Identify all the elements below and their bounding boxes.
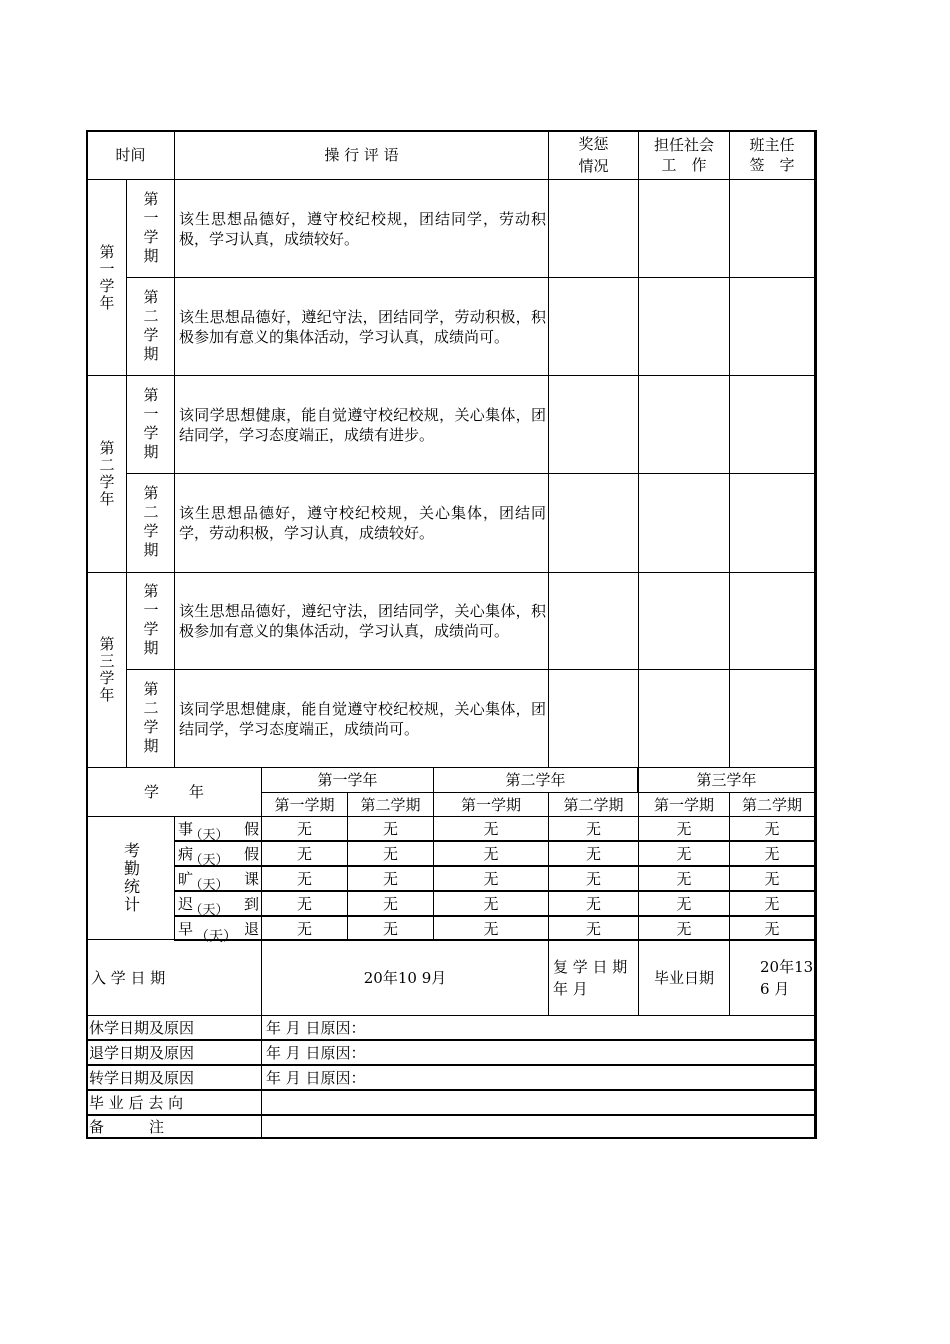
- attendance-cell: 无: [261, 816, 348, 841]
- year-3-term-2-duty: [638, 669, 730, 768]
- attendance-row-label-start: 迟: [178, 894, 194, 913]
- attendance-cell: 无: [548, 866, 639, 891]
- record-label: 转学日期及原因: [86, 1065, 262, 1090]
- year-3-term-2-label: [126, 669, 175, 768]
- year-2-term-2-reward: [548, 473, 639, 573]
- attendance-cell: 无: [433, 816, 549, 841]
- attendance-cell: 无: [433, 891, 549, 916]
- attendance-row-label-end: 退: [243, 919, 259, 938]
- header-time: 时间: [86, 130, 175, 180]
- year-1-term-2-reward: [548, 277, 639, 376]
- graduation-label: 毕业日期: [638, 939, 730, 1016]
- attendance-term-4: 第二学期: [548, 792, 639, 817]
- year-1-label: [86, 179, 127, 376]
- attendance-cell: 无: [433, 916, 549, 941]
- year-2-label: [86, 375, 127, 573]
- header-duty-line2: 工 作: [661, 156, 707, 174]
- year-1-label-text: 第一学年: [97, 243, 116, 312]
- attendance-year-3: 第三学年: [638, 767, 815, 793]
- header-sign-line1: 班主任: [749, 136, 795, 154]
- attendance-unit-note: （天）: [195, 929, 237, 945]
- year-2-term-2-sign: [729, 473, 815, 573]
- attendance-cell: 无: [261, 891, 348, 916]
- attendance-cell: 无: [729, 841, 815, 866]
- attendance-term-2: 第二学期: [347, 792, 434, 817]
- year-1-term-2-sign: [729, 277, 815, 376]
- attendance-cell: 无: [261, 916, 348, 941]
- header-sign-line2: 签 字: [749, 156, 795, 174]
- header-reward-line2: 情况: [578, 157, 609, 175]
- attendance-section-text: 考勤统计: [121, 842, 141, 914]
- attendance-cell: 无: [347, 866, 434, 891]
- year-2-term-2-duty: [638, 473, 730, 573]
- year-1-term-1-duty: [638, 179, 730, 278]
- attendance-row-label-start: 事: [178, 819, 194, 838]
- year-2-term-2-label: [126, 473, 175, 573]
- attendance-cell: 无: [347, 916, 434, 941]
- attendance-cell: 无: [548, 816, 639, 841]
- attendance-cell: 无: [548, 841, 639, 866]
- attendance-cell: 无: [347, 891, 434, 916]
- year-3-term-1-label: [126, 572, 175, 670]
- year-2-term-1-label: [126, 375, 175, 474]
- term-label-text: 第二学期: [141, 485, 160, 561]
- year-2-term-1-sign: [729, 375, 815, 474]
- header-duty-line1: 担任社会: [653, 136, 714, 154]
- attendance-row-label-start: 病: [178, 844, 194, 863]
- term-label-text: 第二学期: [141, 680, 160, 757]
- year-1-term-1-reward: [548, 179, 639, 278]
- attendance-cell: 无: [638, 916, 730, 941]
- attendance-cell: 无: [347, 816, 434, 841]
- year-2-term-2-comment: 该生思想品德好，遵守校纪校规，关心集体，团结同学，劳动积极，学习认真，成绩较好。: [174, 473, 549, 573]
- conduct-record-form: [86, 130, 815, 1138]
- attendance-term-3: 第一学期: [433, 792, 549, 817]
- attendance-row-label-end: 到: [243, 894, 259, 913]
- attendance-row-label-end: 假: [243, 844, 259, 863]
- attendance-cell: 无: [638, 866, 730, 891]
- attendance-unit-overlap: （天）: [189, 828, 229, 843]
- header-teacher-sign: [729, 130, 815, 180]
- attendance-cell: 无: [638, 816, 730, 841]
- attendance-unit-overlap: （天）: [189, 853, 229, 868]
- year-2-label-text: 第二学年: [97, 440, 116, 508]
- attendance-row-label-end: 课: [243, 869, 259, 888]
- year-3-label: [86, 572, 127, 768]
- attendance-unit-overlap: （天）: [189, 903, 229, 918]
- resume-date-label: 复 学 日 期 年 月: [548, 939, 639, 1016]
- attendance-year-2: 第二学年: [433, 767, 638, 793]
- attendance-cell: 无: [347, 841, 434, 866]
- attendance-cell: 无: [261, 841, 348, 866]
- year-1-term-1-label: [126, 179, 175, 278]
- year-3-term-1-sign: [729, 572, 815, 670]
- year-3-term-2-sign: [729, 669, 815, 768]
- year-1-term-2-duty: [638, 277, 730, 376]
- year-1-term-2-label: [126, 277, 175, 376]
- year-2-term-1-duty: [638, 375, 730, 474]
- header-reward-line1: 奖惩: [578, 135, 609, 153]
- year-3-term-2-reward: [548, 669, 639, 768]
- record-value: [261, 1115, 815, 1139]
- attendance-cell: 无: [261, 866, 348, 891]
- attendance-cell: 无: [433, 866, 549, 891]
- year-3-label-text: 第三学年: [97, 636, 116, 704]
- header-comment: 操 行 评 语: [174, 130, 549, 180]
- term-label-text: 第一学期: [141, 583, 160, 659]
- enrollment-value: 20年10 9月: [261, 939, 549, 1016]
- attendance-term-6: 第二学期: [729, 792, 815, 817]
- year-3-term-1-comment: 该生思想品德好，遵纪守法，团结同学，关心集体，积极参加有意义的集体活动，学习认真，成绩尚可。: [174, 572, 549, 670]
- year-3-term-2-comment: 该同学思想健康，能自觉遵守校纪校规，关心集体，团结同学，学习态度端正，成绩尚可。: [174, 669, 549, 768]
- attendance-cell: 无: [638, 891, 730, 916]
- record-label: 休学日期及原因: [86, 1015, 262, 1040]
- attendance-cell: 无: [729, 816, 815, 841]
- record-value: 年 月 日原因：: [261, 1065, 815, 1090]
- record-label: 备 注: [86, 1115, 262, 1139]
- attendance-cell: 无: [729, 866, 815, 891]
- attendance-row-label-start: 旷: [178, 869, 194, 888]
- header-social-duty: [638, 130, 730, 180]
- header-reward: [548, 130, 639, 180]
- attendance-cell: 无: [548, 891, 639, 916]
- attendance-cell: 无: [548, 916, 639, 941]
- attendance-section-label: [86, 816, 175, 940]
- attendance-term-1: 第一学期: [261, 792, 348, 817]
- attendance-cell: 无: [433, 841, 549, 866]
- attendance-year-header: 学 年: [86, 767, 262, 817]
- year-3-term-1-reward: [548, 572, 639, 670]
- year-1-term-1-sign: [729, 179, 815, 278]
- year-2-term-1-reward: [548, 375, 639, 474]
- term-label-text: 第二学期: [141, 288, 160, 365]
- record-value: 年 月 日原因：: [261, 1015, 815, 1040]
- attendance-cell: 无: [638, 841, 730, 866]
- attendance-term-5: 第一学期: [638, 792, 730, 817]
- year-1-term-1-comment: 该生思想品德好，遵守校纪校规，团结同学，劳动积极，学习认真，成绩较好。: [174, 179, 549, 278]
- attendance-year-1: 第一学年: [261, 767, 434, 793]
- year-3-term-1-duty: [638, 572, 730, 670]
- term-label-text: 第一学期: [141, 386, 160, 463]
- record-label: 退学日期及原因: [86, 1040, 262, 1065]
- attendance-row-label-end: 假: [243, 819, 259, 838]
- graduation-value: 20年13 6 月: [729, 939, 815, 1016]
- attendance-row-label-start: 早: [178, 919, 194, 938]
- attendance-cell: 无: [729, 891, 815, 916]
- attendance-cell: 无: [729, 916, 815, 941]
- record-label: 毕 业 后 去 向: [86, 1090, 262, 1115]
- record-value: 年 月 日原因：: [261, 1040, 815, 1065]
- year-2-term-1-comment: 该同学思想健康，能自觉遵守校纪校规，关心集体，团结同学，学习态度端正，成绩有进步。: [174, 375, 549, 474]
- attendance-unit-overlap: （天）: [189, 878, 229, 893]
- term-label-text: 第一学期: [141, 190, 160, 267]
- year-1-term-2-comment: 该生思想品德好，遵纪守法，团结同学，劳动积极，积极参加有意义的集体活动，学习认真，成绩尚可。: [174, 277, 549, 376]
- record-value: [261, 1090, 815, 1115]
- enrollment-label: 入 学 日 期: [86, 939, 262, 1016]
